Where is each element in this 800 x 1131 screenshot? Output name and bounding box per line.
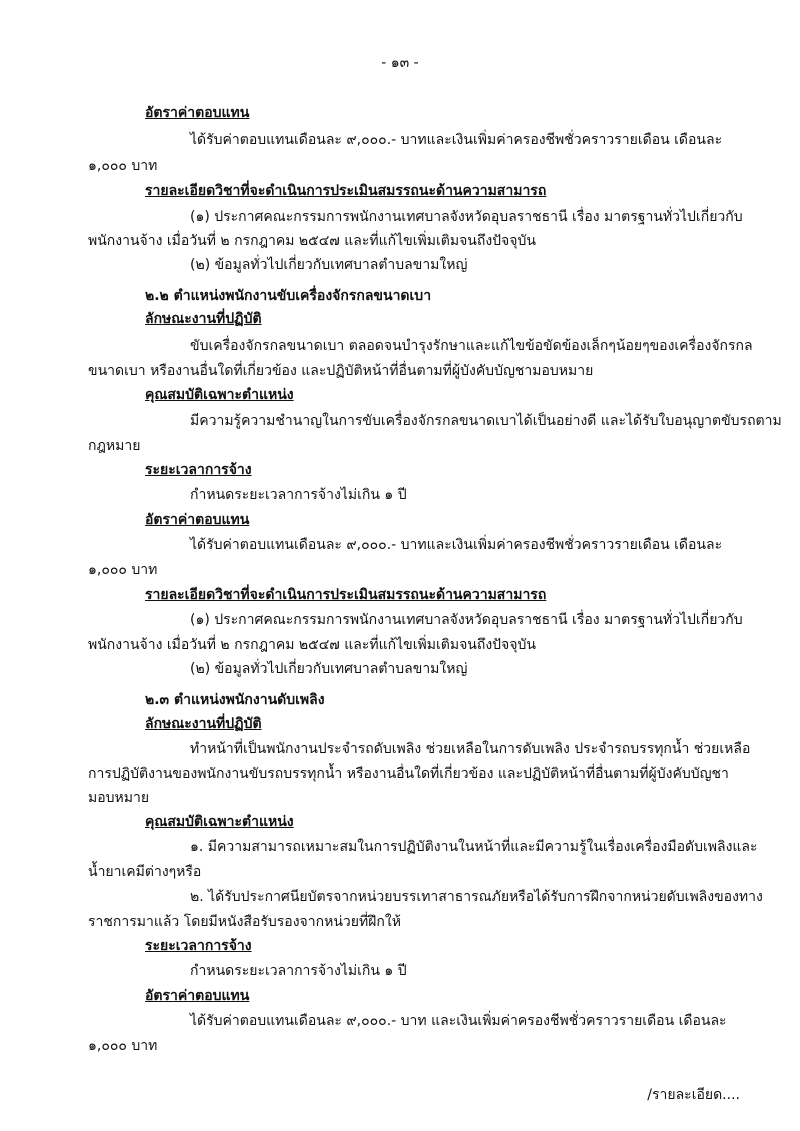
section-title: ๒.๒ ตำแหน่งพนักงานขับเครื่องจักรกลขนาดเบา [145, 288, 432, 304]
qualification-text: กฎหมาย [88, 438, 141, 454]
evaluation-item: พนักงานจ้าง เมื่อวันที่ ๒ กรกฎาคม ๒๕๔๗ และที่แก้ไขเพิ่มเติมจนถึงปัจจุบัน [88, 233, 536, 249]
compensation-heading: อัตราค่าตอบแทน [145, 512, 250, 528]
compensation-text: ๑,๐๐๐ บาท [88, 158, 158, 174]
qualification-item: ราชการมาแล้ว โดยมีหนังสือรับรองจากหน่วยที่ฝึกให้ [88, 914, 401, 930]
period-heading: ระยะเวลาการจ้าง [145, 938, 252, 954]
compensation-text: ๑,๐๐๐ บาท [88, 562, 158, 578]
duties-text: ขนาดเบา หรืองานอื่นใดที่เกี่ยวข้อง และปฏิบัติหน้าที่อื่นตามที่ผู้บังคับบัญชามอบหมาย [88, 363, 594, 379]
compensation-heading: อัตราค่าตอบแทน [145, 105, 250, 121]
evaluation-item: พนักงานจ้าง เมื่อวันที่ ๒ กรกฎาคม ๒๕๔๗ และที่แก้ไขเพิ่มเติมจนถึงปัจจุบัน [88, 637, 536, 653]
compensation-text: ได้รับค่าตอบแทนเดือนละ ๙,๐๐๐.- บาทและเงินเพิ่มค่าครองชีพชั่วคราวรายเดือน เดือนละ [190, 132, 723, 148]
continuation-marker: /รายละเอียด.... [647, 1087, 740, 1103]
evaluation-item: (๒) ข้อมูลทั่วไปเกี่ยวกับเทศบาลตำบลขามใหญ่ [190, 661, 468, 677]
duties-text: ขับเครื่องจักรกลขนาดเบา ตลอดจนบำรุงรักษาและแก้ไขข้อขัดข้องเล็กๆน้อยๆของเครื่องจักรกล [190, 338, 753, 354]
duties-text: ทำหน้าที่เป็นพนักงานประจำรถดับเพลิง ช่วยเหลือในการดับเพลิง ประจำรถบรรทุกน้ำ ช่วยเหลือ [190, 741, 751, 757]
qualification-item: ๒. ได้รับประกาศนียบัตรจากหน่วยบรรเทาสาธารณภัยหรือได้รับการฝึกจากหน่วยดับเพลิงของทาง [190, 889, 763, 905]
duties-heading: ลักษณะงานที่ปฏิบัติ [145, 716, 262, 732]
compensation-text: ๑,๐๐๐ บาท [88, 1038, 158, 1054]
duties-heading: ลักษณะงานที่ปฏิบัติ [145, 311, 262, 327]
qualification-heading: คุณสมบัติเฉพาะตำแหน่ง [145, 387, 294, 403]
qualification-item: น้ำยาเคมีต่างๆหรือ [88, 864, 202, 880]
duties-text: มอบหมาย [88, 790, 150, 806]
duties-text: การปฏิบัติงานของพนักงานขับรถบรรทุกน้ำ หรืองานอื่นใดที่เกี่ยวข้อง และปฏิบัติหน้าที่อื่นตามที่ผู้บังคับบัญชา [88, 766, 729, 782]
compensation-text: ได้รับค่าตอบแทนเดือนละ ๙,๐๐๐.- บาทและเงินเพิ่มค่าครองชีพชั่วคราวรายเดือน เดือนละ [190, 537, 723, 553]
section-title: ๒.๓ ตำแหน่งพนักงานดับเพลิง [145, 692, 325, 708]
evaluation-item: (๒) ข้อมูลทั่วไปเกี่ยวกับเทศบาลตำบลขามใหญ่ [190, 257, 468, 273]
period-text: กำหนดระยะเวลาการจ้างไม่เกิน ๑ ปี [190, 487, 407, 503]
period-heading: ระยะเวลาการจ้าง [145, 462, 252, 478]
evaluation-item: (๑) ประกาศคณะกรรมการพนักงานเทศบาลจังหวัดอุบลราชธานี เรื่อง มาตรฐานทั่วไปเกี่ยวกับ [190, 209, 743, 225]
qualification-item: ๑. มีความสามารถเหมาะสมในการปฏิบัติงานในหน้าที่และมีความรู้ในเรื่องเครื่องมือดับเพลิงและ [190, 839, 758, 855]
evaluation-item: (๑) ประกาศคณะกรรมการพนักงานเทศบาลจังหวัดอุบลราชธานี เรื่อง มาตรฐานทั่วไปเกี่ยวกับ [190, 612, 743, 628]
period-text: กำหนดระยะเวลาการจ้างไม่เกิน ๑ ปี [190, 963, 407, 979]
compensation-heading: อัตราค่าตอบแทน [145, 988, 250, 1004]
evaluation-heading: รายละเอียดวิชาที่จะดำเนินการประเมินสมรรถนะด้านความสามารถ [145, 183, 547, 199]
qualification-heading: คุณสมบัติเฉพาะตำแหน่ง [145, 814, 294, 830]
evaluation-heading: รายละเอียดวิชาที่จะดำเนินการประเมินสมรรถนะด้านความสามารถ [145, 587, 547, 603]
page-number: - ๑๓ - [381, 55, 419, 71]
compensation-text: ได้รับค่าตอบแทนเดือนละ ๙,๐๐๐.- บาท และเงินเพิ่มค่าครองชีพชั่วคราวรายเดือน เดือนละ [190, 1013, 727, 1029]
qualification-text: มีความรู้ความชำนาญในการขับเครื่องจักรกลขนาดเบาได้เป็นอย่างดี และได้รับใบอนุญาตขับรถตาม [190, 413, 782, 429]
